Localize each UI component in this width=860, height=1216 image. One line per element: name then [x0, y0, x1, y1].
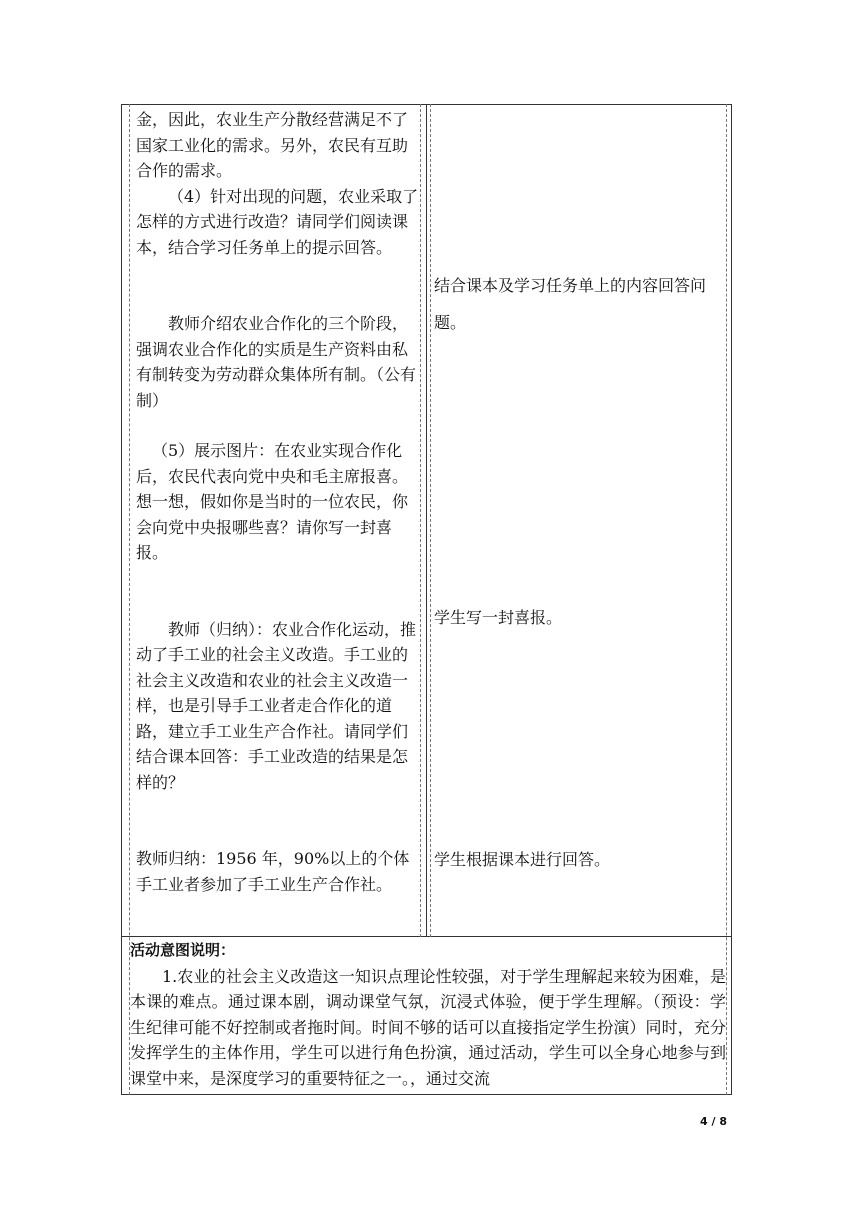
table-left-border — [121, 104, 122, 1095]
spacer — [136, 795, 421, 846]
student-answer-1: 结合课本及学习任务单上的内容回答问题。 — [434, 276, 707, 332]
inner-guide-right — [726, 104, 727, 1095]
teacher-paragraph-1: 金，因此，农业生产分散经营满足不了国家工业化的需求。另外，农民有互助合作的需求。 — [136, 110, 409, 180]
spacer — [136, 260, 421, 311]
spacer — [136, 413, 421, 438]
inner-guide-mid-right — [430, 104, 431, 937]
page-number: 4 / 8 — [700, 1115, 727, 1128]
student-answer-2: 学生写一封喜报。 — [434, 608, 563, 627]
table-right-border — [731, 104, 732, 1095]
teacher-paragraph-6: 教师归纳：1956 年，90%以上的个体手工业者参加了手工业生产合作社。 — [136, 849, 410, 894]
table-bottom-border — [121, 1094, 732, 1095]
intent-body: 1.农业的社会主义改造这一知识点理论性较强，对于学生理解起来较为困难，是本课的难点。通过课本剧，调动课堂气氛，沉浸式体验，便于学生理解。（预设：学生纪律可能不好控制或者拖时间。时间不够的话可以直接指定学生扮演）同时，充分发挥学生的主体作用，学生可以进行角色扮演，通过活动，学生可以全身心地参与到课堂中来，是深度学习的重要特征之一。，通过交流 — [130, 966, 726, 1088]
intent-title: 活动意图说明： — [130, 941, 236, 959]
teacher-paragraph-4: （5）展示图片：在农业实现合作化后，农民代表向党中央和毛主席报喜。想一想，假如你是当时的一位农民，你会向党中央报哪些喜？请你写一封喜报。 — [136, 441, 409, 562]
student-answer-3: 学生根据课本进行回答。 — [434, 850, 611, 869]
teacher-paragraph-5: 教师（归纳）：农业合作化运动，推动了手工业的社会主义改造。手工业的社会主义改造和农业的社会主义改造一样，也是引导手工业者走合作化的道路，建立手工业生产合作社。请同学们结合课本回答：手工业改造的结果是怎样的？ — [136, 619, 417, 792]
activity-intent-section — [130, 938, 726, 1091]
teacher-paragraph-3: 教师介绍农业合作化的三个阶段，强调农业合作化的实质是生产资料由私有制转变为劳动群众集体所有制。（公有制） — [136, 314, 417, 410]
column-divider — [426, 104, 427, 937]
teacher-activity-column — [136, 107, 421, 897]
spacer — [136, 566, 421, 617]
teacher-paragraph-2: （4）针对出现的问题，农业采取了怎样的方式进行改造？请同学们阅读课本，结合学习任务单上的提示回答。 — [136, 186, 419, 257]
row-divider — [121, 936, 732, 937]
